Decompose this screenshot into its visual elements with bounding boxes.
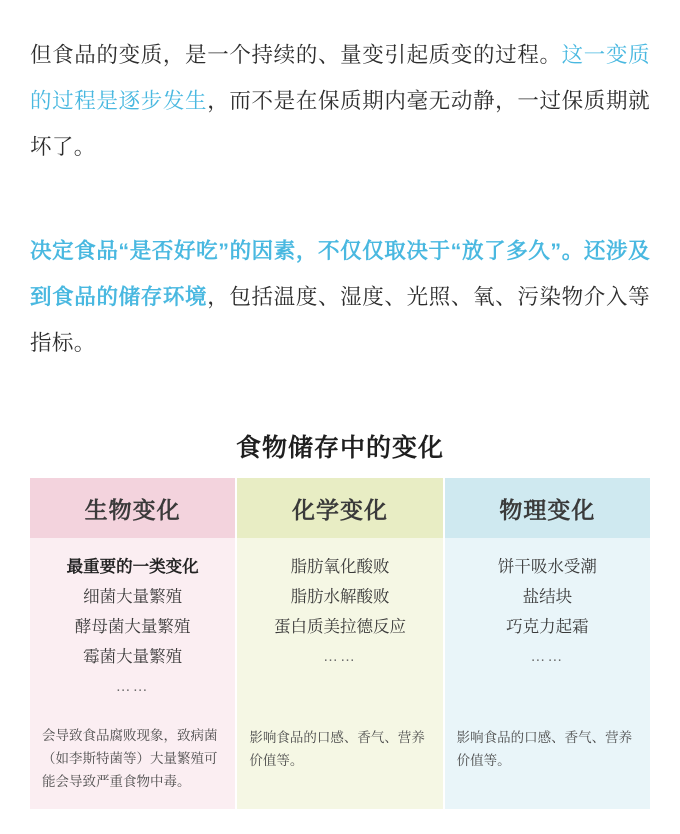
column-body-biological xyxy=(30,538,235,809)
column-note-physical: 影响食品的口感、香气、营养价值等。 xyxy=(456,729,633,768)
paragraph-one-highlight: 这一变质的过程是逐步发生 xyxy=(30,42,650,113)
column-note-chemical: 影响食品的口感、香气、营养价值等。 xyxy=(249,729,425,768)
paragraph-one-segment-1: 但食品的变质，是一个持续的、量变引起质变的过程。 xyxy=(30,42,562,67)
column-header-biological: 生物变化 xyxy=(30,478,235,538)
column-body-physical xyxy=(445,538,650,809)
table-column-physical xyxy=(443,478,650,809)
article-page xyxy=(0,22,680,834)
list-item: 最重要的一类变化 xyxy=(66,557,199,576)
paragraph-one-segment-3: ，而不是在保质期内毫无动静，一过保质期就坏了。 xyxy=(30,88,650,159)
list-item: 细菌大量繁殖 xyxy=(83,587,183,606)
table-title: 食物储存中的变化 xyxy=(235,433,444,462)
column-header-chemical: 化学变化 xyxy=(237,478,442,538)
ellipsis-chemical: …… xyxy=(322,647,357,665)
column-body-chemical xyxy=(237,538,442,809)
paragraph-one xyxy=(30,22,650,170)
list-item: 脂肪氧化酸败 xyxy=(290,557,390,576)
list-item: 蛋白质美拉德反应 xyxy=(273,617,406,636)
table-column-chemical xyxy=(235,478,442,809)
storage-change-table-block xyxy=(30,428,650,809)
table-column-biological xyxy=(30,478,235,809)
column-note-biological: 会导致食品腐败现象，致病菌（如李斯特菌等）大量繁殖可能会导致严重食物中毒。 xyxy=(42,727,218,789)
list-item: 饼干吸水受潮 xyxy=(497,557,597,576)
paragraph-two-segment-2: ，包括温度、湿度、光照、氧、污染物介入等指标。 xyxy=(30,284,650,355)
paragraph-two xyxy=(30,228,650,366)
paragraph-two-highlight: 决定食品“是否好吃”的因素，不仅仅取决于“放了多久”。还涉及到食品的储存环境 xyxy=(30,238,650,309)
list-item: 酵母菌大量繁殖 xyxy=(74,617,191,636)
storage-change-table xyxy=(30,478,650,809)
column-header-physical: 物理变化 xyxy=(445,478,650,538)
list-item: 霉菌大量繁殖 xyxy=(83,647,183,666)
list-item: 脂肪水解酸败 xyxy=(290,587,390,606)
list-item: 巧克力起霜 xyxy=(506,617,589,636)
ellipsis-physical: …… xyxy=(530,647,565,665)
list-item: 盐结块 xyxy=(522,587,573,606)
ellipsis-biological: …… xyxy=(115,677,150,695)
